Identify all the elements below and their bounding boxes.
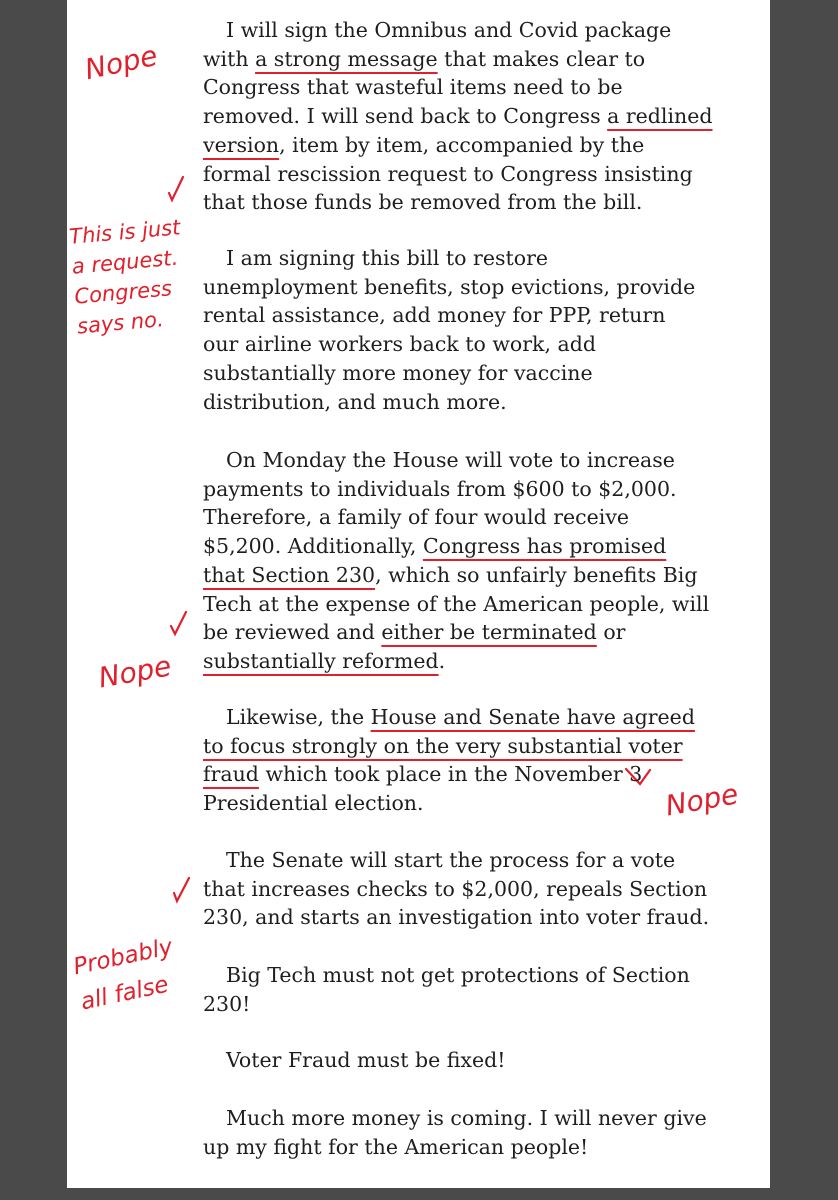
text-span: which took place in the November 3 [258, 762, 643, 787]
text-line: Tech at the expense of the American people, will [203, 591, 710, 616]
underlined-phrase: substantially reformed [203, 648, 439, 673]
note-line: Congress [73, 276, 173, 309]
underlined-phrase: House and Senate have agreed [370, 705, 695, 729]
underlined-phrase: Congress has promised [422, 534, 667, 559]
underlined-phrase: to focus strongly on the very substantial voter [203, 733, 683, 758]
text-line: On Monday the House will vote to increase [226, 448, 675, 472]
text-line: our airline workers back to work, add [203, 332, 596, 357]
text-span: that makes clear to [437, 46, 646, 71]
text-span: be reviewed and [203, 620, 382, 645]
paragraph [203, 846, 710, 932]
text-line: Congress that wasteful items need to be [203, 75, 623, 100]
text-line: Presidential election. [203, 791, 424, 816]
handwritten-note-nope: Nope [96, 649, 174, 695]
text-line: up my fight for the American people! [203, 1134, 589, 1159]
text-line: Therefore, a family of four would receive [203, 505, 630, 530]
underlined-phrase: fraud [203, 762, 259, 787]
underlined-phrase: that Section 230 [203, 562, 376, 587]
paragraph [203, 16, 713, 217]
text-line: distribution, and much more. [203, 389, 507, 414]
text-line: The Senate will start the process for a vote [226, 848, 676, 872]
text-line: that those funds be removed from the bill. [203, 190, 643, 215]
underlined-phrase: version [203, 132, 280, 157]
text-line: I will sign the Omnibus and Covid package [226, 18, 672, 42]
note-line: This is just [68, 215, 182, 249]
text-span: , item by item, accompanied by the [279, 132, 645, 157]
text-line: that increases checks to $2,000, repeals Section [203, 876, 708, 901]
text-line: 230, and starts an investigation into voter fraud. [203, 905, 710, 930]
text-span: or [596, 620, 626, 645]
paragraph [203, 446, 710, 676]
text-span: removed. I will send back to Congress [203, 104, 608, 129]
underlined-phrase: a redlined [607, 104, 713, 129]
text-line: 230! [203, 991, 251, 1016]
text-line: Much more money is coming. I will never give [226, 1106, 707, 1130]
note-line: says no. [76, 307, 165, 339]
handwritten-note-nope: Nope [82, 38, 161, 87]
handwritten-note-nope: Nope [663, 777, 741, 823]
text-line: Voter Fraud must be fixed! [226, 1048, 506, 1072]
underlined-phrase: either be terminated [381, 620, 597, 645]
text-span: with [203, 46, 256, 71]
paragraph [203, 961, 690, 1018]
text-line: unemployment benefits, stop evictions, provide [203, 274, 696, 299]
text-line: payments to individuals from $600 to $2,000. [203, 476, 677, 501]
note-line: all false [78, 971, 171, 1016]
text-line: rental assistance, add money for PPP, return [203, 303, 666, 328]
text-line: substantially more money for vaccine [203, 360, 593, 385]
note-line: a request. [70, 245, 180, 279]
paragraph [203, 703, 695, 818]
text-span: . [438, 648, 446, 673]
text-line: formal rescission request to Congress insisting [203, 161, 693, 186]
paragraph [203, 244, 696, 416]
text-span: , which so unfairly benefits Big [375, 562, 698, 587]
paragraph [203, 1104, 707, 1161]
handwritten-note-request [68, 212, 189, 341]
underlined-phrase: a strong message [255, 46, 438, 71]
text-line: Big Tech must not get protections of Section [226, 963, 690, 987]
text-line: I am signing this bill to restore [226, 246, 548, 270]
text-span: Likewise, the [226, 705, 371, 729]
paragraph [203, 1046, 683, 1075]
text-span: $5,200. Additionally, [203, 534, 423, 559]
note-line: Probably [71, 933, 175, 981]
